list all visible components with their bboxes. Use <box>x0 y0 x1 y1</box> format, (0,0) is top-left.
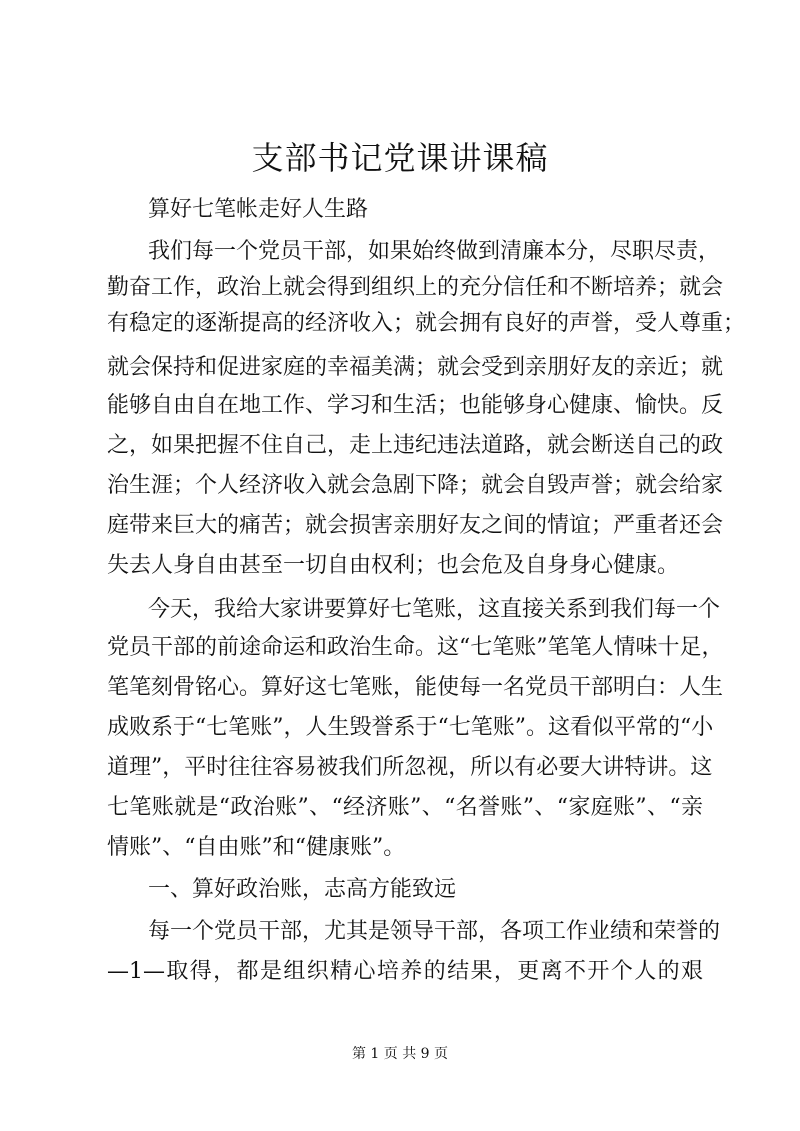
paragraph-line: 治生涯；个人经济收入就会急剧下降；就会自毁声誉；就会给家 <box>107 473 724 498</box>
paragraph-line: 就会保持和促进家庭的幸福美满；就会受到亲朋好友的亲近；就 <box>107 355 724 380</box>
paragraph-line: 庭带来巨大的痛苦；就会损害亲朋好友之间的情谊；严重者还会 <box>107 513 724 538</box>
paragraph-line: 道理”，平时往往容易被我们所忽视，所以有必要大讲特讲。这 <box>107 755 713 780</box>
document-title: 支部书记党课讲课稿 <box>251 139 549 177</box>
paragraph-line: 每一个党员干部，尤其是领导干部，各项工作业绩和荣誉的 <box>148 919 721 944</box>
paragraph-line: 今天，我给大家讲要算好七笔账，这直接关系到我们每一个 <box>148 597 721 622</box>
paragraph-line: 情账”、“自由账”和“健康账”。 <box>107 835 406 860</box>
paragraph-line: 勤奋工作，政治上就会得到组织上的充分信任和不断培养；就会 <box>107 275 724 300</box>
paragraph-line: 能够自由自在地工作、学习和生活；也能够身心健康、愉快。反 <box>107 393 724 418</box>
paragraph-line: 之，如果把握不住自己，走上违纪违法道路，就会断送自己的政 <box>107 433 724 458</box>
paragraph-line: 失去人身自由甚至一切自由权利；也会危及自身身心健康。 <box>107 553 680 578</box>
paragraph-line: 成败系于“七笔账”，人生毁誉系于“七笔账”。这看似平常的“小 <box>107 715 714 740</box>
paragraph-line: 七笔账就是“政治账”、“经济账”、“名誉账”、“家庭账”、“亲 <box>107 795 703 820</box>
paragraph-line: —1—取得，都是组织精心培养的结果，更离不开个人的艰 <box>107 959 703 984</box>
document-subtitle: 算好七笔帐走好人生路 <box>148 197 369 222</box>
section-heading: 一、算好政治账，志高方能致远 <box>148 877 457 902</box>
paragraph-line: 党员干部的前途命运和政治生命。这“七笔账”笔笔人情味十足， <box>107 635 724 660</box>
paragraph-line: 笔笔刻骨铭心。算好这七笔账，能使每一名党员干部明白：人生 <box>107 675 724 700</box>
paragraph-line: 我们每一个党员干部，如果始终做到清廉本分，尽职尽责， <box>148 239 721 264</box>
paragraph-line: 有稳定的逐渐提高的经济收入；就会拥有良好的声誉，受人尊重； <box>107 311 746 336</box>
page-footer: 第 1 页 共 9 页 <box>351 1046 449 1062</box>
